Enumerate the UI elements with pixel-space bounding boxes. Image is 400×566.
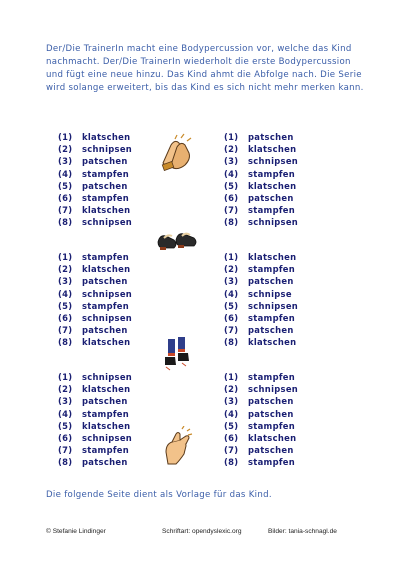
item-word: patschen <box>82 396 128 407</box>
item-word: klatschen <box>248 144 297 155</box>
list-item <box>58 409 132 421</box>
list-item <box>224 205 298 217</box>
item-number: (2) <box>58 384 73 395</box>
list-item <box>224 181 298 193</box>
list-item <box>58 396 132 408</box>
list-item <box>58 433 132 445</box>
item-word: patschen <box>248 408 294 419</box>
item-word: patschen <box>248 192 294 203</box>
seq3-left <box>58 372 132 470</box>
item-word: stampfen <box>248 168 296 179</box>
item-number: (6) <box>58 312 73 323</box>
item-word: schnipsen <box>248 217 299 228</box>
item-word: patschen <box>82 457 128 468</box>
item-number: (5) <box>58 420 73 431</box>
item-word: patschen <box>82 276 128 287</box>
item-number: (3) <box>224 156 239 167</box>
list-item <box>224 156 298 168</box>
item-word: patschen <box>248 132 294 142</box>
footer-image-credit: Bilder: tania-schnagl.de <box>268 528 337 535</box>
seq2-left <box>58 252 132 350</box>
item-number: (1) <box>224 372 239 382</box>
item-word: schnipsen <box>82 312 133 323</box>
outro-text: Die folgende Seite dient als Vorlage für das Kind. <box>46 490 272 500</box>
item-word: stampfen <box>82 445 130 456</box>
list-item <box>224 325 298 337</box>
list-item <box>224 289 298 301</box>
item-word: klatschen <box>248 180 297 191</box>
item-number: (4) <box>58 168 73 179</box>
list-item <box>58 276 132 288</box>
list-item <box>224 193 298 205</box>
item-number: (4) <box>224 408 239 419</box>
item-word: patschen <box>248 396 294 407</box>
list-item <box>224 409 298 421</box>
item-word: stampfen <box>82 300 130 311</box>
item-number: (8) <box>58 217 73 228</box>
item-number: (7) <box>224 325 239 336</box>
list-item <box>224 445 298 457</box>
list-item <box>224 457 298 469</box>
item-number: (8) <box>224 217 239 228</box>
item-number: (1) <box>224 132 239 142</box>
item-number: (7) <box>224 445 239 456</box>
item-number: (4) <box>224 168 239 179</box>
item-word: patschen <box>248 325 294 336</box>
item-word: stampfen <box>248 372 296 382</box>
item-number: (5) <box>224 300 239 311</box>
list-item <box>224 276 298 288</box>
item-number: (3) <box>224 276 239 287</box>
item-number: (5) <box>58 180 73 191</box>
list-item <box>224 396 298 408</box>
item-word: klatschen <box>82 420 131 431</box>
list-item <box>224 337 298 349</box>
item-word: schnipsen <box>248 384 299 395</box>
list-item <box>58 252 132 264</box>
list-item <box>224 313 298 325</box>
list-item <box>58 217 132 229</box>
list-item <box>58 337 132 349</box>
item-word: klatschen <box>82 205 131 216</box>
item-number: (5) <box>224 180 239 191</box>
item-number: (8) <box>224 337 239 348</box>
item-number: (7) <box>58 205 73 216</box>
list-item <box>224 132 298 144</box>
list-item <box>224 384 298 396</box>
item-word: schnipsen <box>82 372 133 382</box>
item-number: (6) <box>58 192 73 203</box>
list-item <box>58 289 132 301</box>
item-word: stampfen <box>82 168 130 179</box>
item-word: schnipse <box>248 288 292 299</box>
item-word: klatschen <box>82 384 131 395</box>
seq3-right <box>224 372 298 470</box>
item-number: (2) <box>58 144 73 155</box>
item-word: schnipsen <box>82 217 133 228</box>
item-word: schnipsen <box>82 288 133 299</box>
item-word: schnipsen <box>248 156 299 167</box>
list-item <box>58 156 132 168</box>
item-number: (6) <box>224 312 239 323</box>
seq2-right <box>224 252 298 350</box>
list-item <box>58 445 132 457</box>
item-number: (1) <box>224 252 239 262</box>
item-word: stampfen <box>82 252 130 262</box>
item-number: (4) <box>58 408 73 419</box>
item-word: patschen <box>248 445 294 456</box>
item-word: klatschen <box>248 432 297 443</box>
item-number: (3) <box>58 276 73 287</box>
item-word: patschen <box>82 156 128 167</box>
item-word: stampfen <box>248 420 296 431</box>
seq1-right <box>224 132 298 230</box>
item-number: (7) <box>224 205 239 216</box>
item-number: (4) <box>224 288 239 299</box>
item-number: (3) <box>224 396 239 407</box>
footer-copyright: © Stefanie Lindinger <box>46 528 106 535</box>
intro-text: Der/Die TrainerIn macht eine Bodypercussion vor, welche das Kind nachmacht. Der/Die TrainerIn wiederholt die erste Bodypercussion und fügt eine neue hinzu. Das Kind ahmt die Abfolge nach. Die Serie wird solange erweitert, bis das Kind es sich nicht mehr merken kann. <box>46 44 364 93</box>
item-number: (8) <box>224 457 239 468</box>
item-word: klatschen <box>82 132 131 142</box>
item-word: patschen <box>248 276 294 287</box>
item-word: stampfen <box>248 312 296 323</box>
footer-font-credit: Schriftart: opendyslexic.org <box>162 528 242 535</box>
item-number: (6) <box>224 432 239 443</box>
item-word: patschen <box>82 180 128 191</box>
list-item <box>58 384 132 396</box>
list-item <box>224 169 298 181</box>
item-number: (3) <box>58 156 73 167</box>
item-number: (5) <box>224 420 239 431</box>
item-number: (8) <box>58 457 73 468</box>
shoes-icon <box>156 226 200 252</box>
list-item <box>58 325 132 337</box>
list-item <box>224 217 298 229</box>
item-word: stampfen <box>248 264 296 275</box>
list-item <box>58 421 132 433</box>
item-number: (1) <box>58 372 73 382</box>
list-item <box>224 421 298 433</box>
item-word: stampfen <box>248 457 296 468</box>
item-word: klatschen <box>248 337 297 348</box>
list-item <box>224 372 298 384</box>
list-item <box>58 313 132 325</box>
item-word: klatschen <box>248 252 297 262</box>
item-number: (4) <box>58 288 73 299</box>
list-item <box>58 132 132 144</box>
item-word: stampfen <box>82 408 130 419</box>
item-number: (2) <box>224 264 239 275</box>
list-item <box>58 181 132 193</box>
list-item <box>224 252 298 264</box>
item-number: (5) <box>58 300 73 311</box>
item-number: (1) <box>58 132 73 142</box>
item-number: (8) <box>58 337 73 348</box>
item-word: schnipsen <box>82 432 133 443</box>
list-item <box>58 264 132 276</box>
list-item <box>224 144 298 156</box>
list-item <box>58 169 132 181</box>
snapping-fingers-icon <box>158 426 194 466</box>
item-number: (3) <box>58 396 73 407</box>
item-word: stampfen <box>248 205 296 216</box>
seq1-left <box>58 132 132 230</box>
list-item <box>58 457 132 469</box>
list-item <box>224 433 298 445</box>
item-word: klatschen <box>82 264 131 275</box>
list-item <box>224 301 298 313</box>
item-number: (6) <box>224 192 239 203</box>
item-number: (7) <box>58 325 73 336</box>
stamping-feet-icon <box>162 337 192 371</box>
item-number: (1) <box>58 252 73 262</box>
list-item <box>224 264 298 276</box>
list-item <box>58 301 132 313</box>
list-item <box>58 205 132 217</box>
item-number: (2) <box>58 264 73 275</box>
list-item <box>58 193 132 205</box>
item-word: patschen <box>82 325 128 336</box>
item-word: klatschen <box>82 337 131 348</box>
item-number: (2) <box>224 144 239 155</box>
item-word: schnipsen <box>248 300 299 311</box>
item-number: (2) <box>224 384 239 395</box>
item-word: stampfen <box>82 192 130 203</box>
list-item <box>58 372 132 384</box>
item-number: (6) <box>58 432 73 443</box>
clapping-hands-icon <box>157 133 197 171</box>
item-word: schnipsen <box>82 144 133 155</box>
item-number: (7) <box>58 445 73 456</box>
list-item <box>58 144 132 156</box>
